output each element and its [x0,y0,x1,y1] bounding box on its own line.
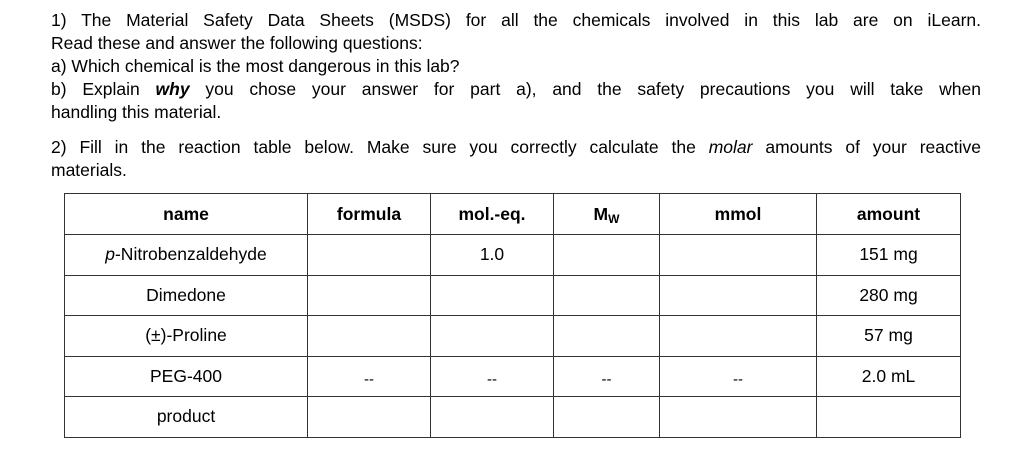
cell-amount-value: 280 mg [859,284,918,305]
q1-part-b-pre: b) Explain [51,79,156,99]
cell-mol-eq[interactable] [431,397,554,438]
cell-formula[interactable] [308,397,431,438]
cell-formula[interactable] [308,356,431,397]
cell-name-text: -Nitrobenzaldehyde [114,244,267,265]
table-row [65,356,961,397]
cell-name-text: (±)-Proline [145,325,227,346]
cell-mol-eq-value: 1.0 [479,244,505,265]
table-row [65,397,961,438]
worksheet-text [51,9,981,182]
cell-formula[interactable] [308,316,431,357]
cell-amount[interactable] [817,316,961,357]
table-header-row [65,194,961,235]
table-row [65,316,961,357]
cell-mw[interactable] [554,397,660,438]
header-mol-eq: mol.-eq. [431,194,554,235]
q1-part-b-emphasis: why [155,79,190,99]
cell-formula[interactable] [308,275,431,316]
cell-mmol[interactable] [660,316,817,357]
cell-mw[interactable] [554,316,660,357]
header-mw-sub: W [608,211,620,226]
q1-part-b [51,78,981,101]
header-mw-main: M [593,203,609,224]
reaction-table-wrapper [64,193,961,438]
cell-mw[interactable] [554,275,660,316]
cell-name-prefix: p [105,244,115,265]
cell-amount[interactable] [817,275,961,316]
q1-line-1 [51,9,981,32]
cell-formula-value: -- [364,370,374,388]
cell-mmol[interactable] [660,356,817,397]
cell-mmol-value: -- [733,370,743,388]
q1-part-b-post: you chose your answer for part a), and the safety precautions you will take when [189,79,981,99]
cell-amount[interactable] [817,356,961,397]
table-row [65,235,961,276]
header-formula: formula [308,194,431,235]
cell-mol-eq[interactable] [431,356,554,397]
cell-name-text: PEG-400 [150,365,222,386]
reaction-table [64,193,961,438]
cell-mw-value: -- [601,370,612,388]
cell-mmol[interactable] [660,275,817,316]
table-row [65,275,961,316]
cell-mmol[interactable] [660,235,817,276]
cell-mol-eq[interactable] [431,275,554,316]
cell-mw[interactable] [554,356,660,397]
cell-name-text: Dimedone [146,284,226,305]
cell-mol-eq-value: -- [487,370,497,388]
cell-name[interactable] [65,235,308,276]
q2-line-2: materials. [51,160,127,180]
q1-part-a: a) Which chemical is the most dangerous in this lab? [51,56,460,76]
cell-mmol[interactable] [660,397,817,438]
header-name: name [65,194,308,235]
q2-line-1-pre: 2) Fill in the reaction table below. Make sure you correctly calculate the [51,137,709,157]
cell-formula[interactable] [308,235,431,276]
header-amount: amount [817,194,961,235]
cell-mol-eq[interactable] [431,235,554,276]
cell-name-text: product [156,406,216,427]
cell-name[interactable] [65,316,308,357]
cell-name[interactable] [65,356,308,397]
q2-line-1 [51,136,981,159]
cell-amount[interactable] [817,397,961,438]
cell-amount-value: 151 mg [859,244,918,265]
q1-line-1-text: 1) The Material Safety Data Sheets (MSDS) for all the chemicals involved in this lab are on iLearn. [51,10,981,30]
cell-amount-value: 57 mg [864,325,913,346]
header-mw [554,194,660,235]
cell-name[interactable] [65,397,308,438]
cell-mw[interactable] [554,235,660,276]
q2-line-1-post: amounts of your reactive [752,137,982,157]
q1-line-2: Read these and answer the following questions: [51,33,423,53]
cell-amount-value: 2.0 mL [861,365,916,386]
table-body [65,235,961,438]
q2-emphasis: molar [708,137,753,157]
header-mmol: mmol [660,194,817,235]
cell-name[interactable] [65,275,308,316]
q1-part-b-cont: handling this material. [51,102,222,122]
cell-amount[interactable] [817,235,961,276]
cell-mol-eq[interactable] [431,316,554,357]
